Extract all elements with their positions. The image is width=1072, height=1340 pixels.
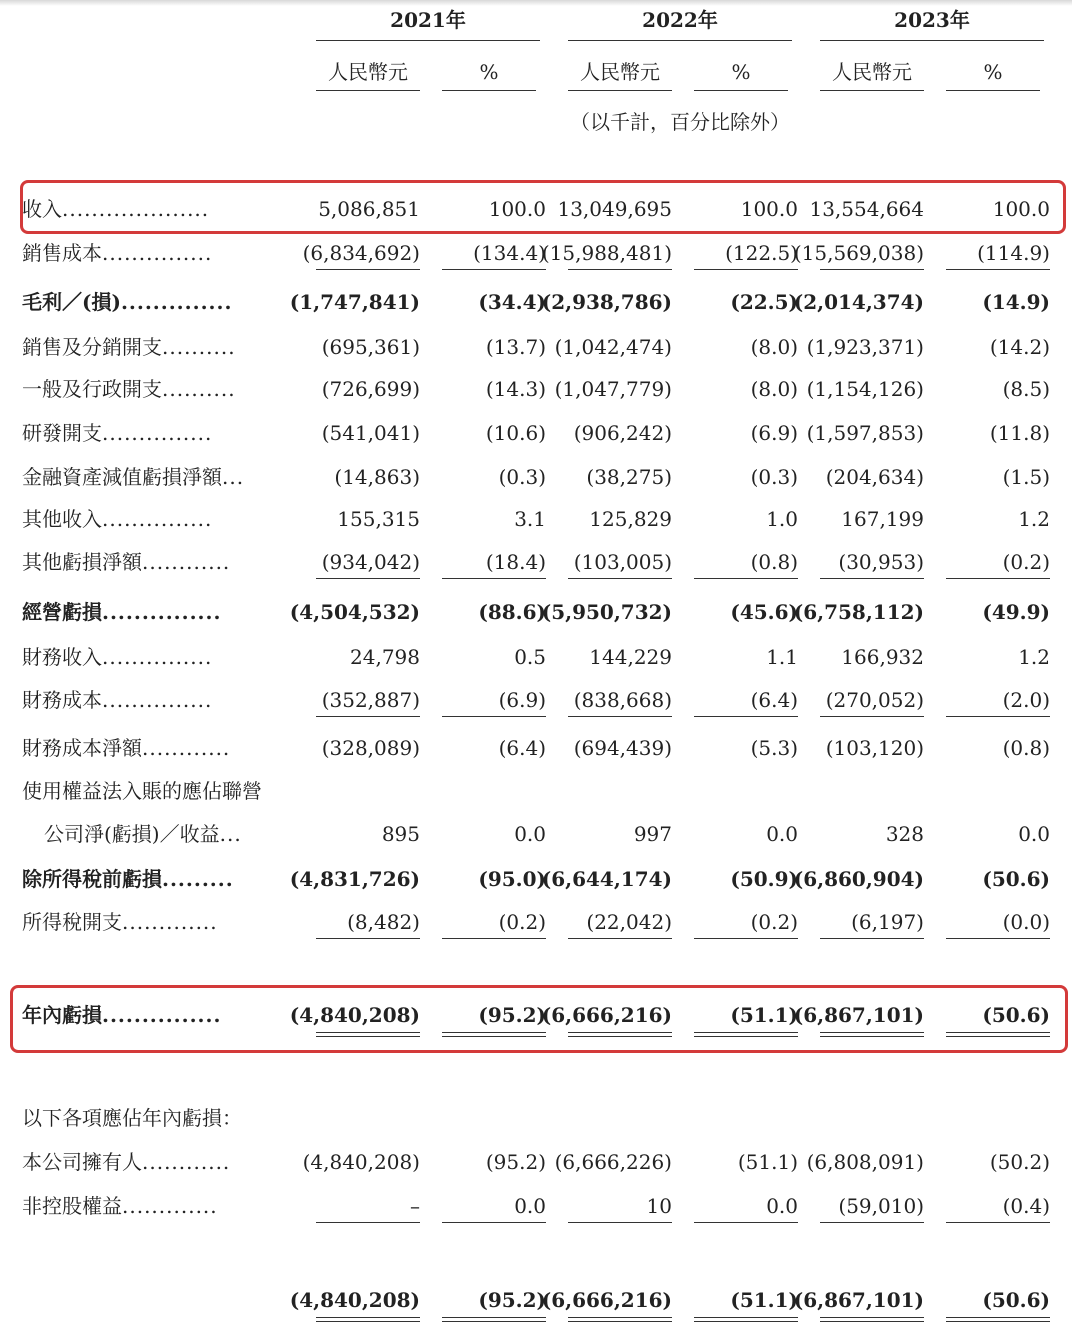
amount-cell: (1,597,853) (806, 421, 924, 445)
amount-cell: (59,010) (838, 1194, 924, 1218)
percent-cell: (51.1) (730, 1003, 798, 1027)
amount-cell: 125,829 (589, 507, 672, 531)
percent-cell: (0.3) (750, 465, 798, 489)
percent-cell: (134.4) (473, 241, 546, 265)
row-label-text: 財務成本淨額 (22, 736, 142, 760)
percent-cell: (50.6) (982, 867, 1050, 891)
dot-leader: ............... (102, 1003, 222, 1027)
dot-leader: ............... (102, 241, 213, 265)
amount-cell: (6,758,112) (793, 600, 924, 624)
amount-cell: (6,860,904) (793, 867, 924, 891)
subtotal-underline (820, 269, 924, 270)
subtotal-underline (442, 1222, 546, 1223)
percent-cell: (95.2) (485, 1150, 546, 1174)
amount-cell: (204,634) (825, 465, 924, 489)
currency-subheader: 人民幣元 (328, 60, 408, 84)
row-label-text: 使用權益法入賬的應佔聯營 (22, 779, 262, 803)
subheader-underline (946, 90, 1040, 91)
percent-cell: (34.4) (478, 290, 546, 314)
amount-cell: (4,840,208) (289, 1288, 420, 1312)
amount-cell: (15,569,038) (793, 241, 924, 265)
percent-cell: (8.0) (750, 335, 798, 359)
row-label-text: 其他虧損淨額 (22, 550, 142, 574)
percent-cell: (22.5) (730, 290, 798, 314)
dot-leader: ............... (102, 507, 213, 531)
amount-cell: 997 (633, 822, 672, 846)
percent-cell: (10.6) (485, 421, 546, 445)
dot-leader: .......... (162, 377, 236, 401)
amount-cell: (6,666,216) (541, 1288, 672, 1312)
subtotal-underline (820, 1222, 924, 1223)
percent-cell: (14.3) (485, 377, 546, 401)
total-double-underline (946, 1317, 1050, 1322)
amount-cell: (103,120) (825, 736, 924, 760)
top-edge-shadow (0, 0, 1072, 6)
percent-subheader: % (731, 60, 751, 84)
amount-cell: 5,086,851 (318, 197, 420, 221)
amount-cell: (6,644,174) (541, 867, 672, 891)
total-double-underline (694, 1317, 798, 1322)
row-label (22, 507, 212, 531)
percent-subheader: % (479, 60, 499, 84)
subtotal-underline (568, 578, 672, 579)
row-label (22, 688, 212, 712)
row-label (22, 645, 212, 669)
dot-leader: ......... (162, 867, 234, 891)
subheader-underline (316, 90, 420, 91)
percent-cell: (8.5) (1002, 377, 1050, 401)
percent-cell: (50.6) (982, 1003, 1050, 1027)
row-label (22, 335, 236, 359)
row-label-text: 金融資產減值虧損淨額 (22, 465, 222, 489)
row-label-text: 銷售成本 (22, 241, 102, 265)
amount-cell: (352,887) (321, 688, 420, 712)
row-label (22, 550, 230, 574)
percent-cell: 0.5 (514, 645, 546, 669)
amount-cell: (6,867,101) (793, 1003, 924, 1027)
percent-cell: (5.3) (750, 736, 798, 760)
subtotal-underline (316, 269, 420, 270)
subtotal-underline (820, 578, 924, 579)
percent-cell: (14.9) (982, 290, 1050, 314)
subtotal-underline (694, 938, 798, 939)
percent-cell: (0.2) (1002, 550, 1050, 574)
dot-leader: .................... (62, 197, 210, 221)
amount-cell: (14,863) (334, 465, 420, 489)
percent-cell: (45.6) (730, 600, 798, 624)
row-label-text: 除所得稅前虧損 (22, 867, 162, 891)
percent-cell: 1.2 (1018, 507, 1050, 531)
subtotal-underline (946, 938, 1050, 939)
dot-leader: ............... (102, 421, 213, 445)
subtotal-underline (316, 1222, 420, 1223)
dot-leader: ............... (102, 600, 222, 624)
unit-note: （以千計，百分比除外） (570, 110, 790, 134)
percent-cell: (0.2) (498, 910, 546, 934)
amount-cell: (1,747,841) (289, 290, 420, 314)
percent-cell: 1.1 (766, 645, 798, 669)
row-label (22, 779, 262, 803)
amount-cell: – (410, 1194, 420, 1218)
dot-leader: ............ (142, 736, 231, 760)
percent-cell: (0.0) (1002, 910, 1050, 934)
amount-cell: (38,275) (586, 465, 672, 489)
subtotal-underline (694, 578, 798, 579)
amount-cell: (906,242) (573, 421, 672, 445)
subtotal-underline (316, 716, 420, 717)
amount-cell: (1,047,779) (554, 377, 672, 401)
dot-leader: ... (219, 822, 242, 846)
amount-cell: (6,197) (851, 910, 924, 934)
dot-leader: .......... (162, 335, 236, 359)
percent-cell: 0.0 (514, 822, 546, 846)
subheader-underline (694, 90, 788, 91)
highlight-box-annual-loss (10, 985, 1068, 1053)
year-header-3: 2023年 (894, 8, 970, 32)
percent-cell: (50.6) (982, 1288, 1050, 1312)
amount-cell: (103,005) (573, 550, 672, 574)
row-label-text: 銷售及分銷開支 (22, 335, 162, 359)
percent-cell: (13.7) (485, 335, 546, 359)
total-double-underline (568, 1317, 672, 1322)
subheader-underline (820, 90, 924, 91)
percent-cell: 100.0 (992, 197, 1050, 221)
amount-cell: (6,666,216) (541, 1003, 672, 1027)
row-label (22, 241, 212, 265)
percent-cell: (6.9) (498, 688, 546, 712)
subtotal-underline (442, 269, 546, 270)
row-label (44, 822, 242, 846)
percent-cell: (6.4) (498, 736, 546, 760)
subheader-underline (568, 90, 672, 91)
subtotal-underline (946, 578, 1050, 579)
row-label-text: 經營虧損 (22, 600, 102, 624)
amount-cell: (695,361) (321, 335, 420, 359)
subtotal-underline (568, 1222, 672, 1223)
row-label-text: 公司淨(虧損)／收益 (44, 822, 220, 846)
amount-cell: (4,840,208) (302, 1150, 420, 1174)
percent-cell: (0.2) (750, 910, 798, 934)
currency-subheader: 人民幣元 (580, 60, 660, 84)
amount-cell: (5,950,732) (541, 600, 672, 624)
percent-cell: (95.2) (478, 1288, 546, 1312)
row-label (22, 1150, 230, 1174)
amount-cell: (6,666,226) (554, 1150, 672, 1174)
amount-cell: (6,834,692) (302, 241, 420, 265)
amount-cell: 328 (885, 822, 924, 846)
row-label-text: 本公司擁有人 (22, 1150, 142, 1174)
amount-cell: (6,867,101) (793, 1288, 924, 1312)
dot-leader: ............... (102, 645, 213, 669)
subtotal-underline (442, 578, 546, 579)
percent-cell: (0.8) (750, 550, 798, 574)
amount-cell: (15,988,481) (541, 241, 672, 265)
percent-cell: (11.8) (989, 421, 1050, 445)
amount-cell: (6,808,091) (806, 1150, 924, 1174)
amount-cell: (2,014,374) (793, 290, 924, 314)
year-header-1: 2021年 (390, 8, 466, 32)
subtotal-underline (946, 716, 1050, 717)
amount-cell: (726,699) (321, 377, 420, 401)
subtotal-underline (820, 938, 924, 939)
subtotal-underline (442, 938, 546, 939)
row-label (22, 1194, 218, 1218)
amount-cell: (8,482) (347, 910, 420, 934)
amount-cell: (541,041) (321, 421, 420, 445)
row-label-text: 非控股權益 (22, 1194, 122, 1218)
percent-cell: (8.0) (750, 377, 798, 401)
amount-cell: 167,199 (841, 507, 924, 531)
amount-cell: (838,668) (573, 688, 672, 712)
percent-cell: 3.1 (514, 507, 546, 531)
total-double-underline (316, 1317, 420, 1322)
amount-cell: (1,154,126) (806, 377, 924, 401)
subtotal-underline (316, 578, 420, 579)
highlight-box-revenue (20, 180, 1066, 234)
amount-cell: 13,049,695 (557, 197, 672, 221)
amount-cell: (694,439) (573, 736, 672, 760)
dot-leader: ............... (102, 688, 213, 712)
amount-cell: 24,798 (350, 645, 420, 669)
percent-cell: (0.8) (1002, 736, 1050, 760)
row-label-text: 其他收入 (22, 507, 102, 531)
percent-cell: (6.4) (750, 688, 798, 712)
year-header-2: 2022年 (642, 8, 718, 32)
percent-cell: 0.0 (514, 1194, 546, 1218)
amount-cell: (328,089) (321, 736, 420, 760)
subtotal-underline (946, 1222, 1050, 1223)
subtotal-underline (568, 269, 672, 270)
percent-subheader: % (983, 60, 1003, 84)
amount-cell: 166,932 (841, 645, 924, 669)
row-label-text: 研發開支 (22, 421, 102, 445)
total-double-underline (820, 1317, 924, 1322)
row-label (22, 867, 234, 891)
row-label (22, 377, 236, 401)
dot-leader: ............ (142, 550, 231, 574)
percent-cell: (1.5) (1002, 465, 1050, 489)
percent-cell: 1.2 (1018, 645, 1050, 669)
subtotal-underline (946, 269, 1050, 270)
amount-cell: (30,953) (838, 550, 924, 574)
row-label-text: 年內虧損 (22, 1003, 102, 1027)
percent-cell: (95.0) (478, 867, 546, 891)
percent-cell: (50.2) (989, 1150, 1050, 1174)
percent-cell: (50.9) (730, 867, 798, 891)
amount-cell: (22,042) (586, 910, 672, 934)
subtotal-underline (694, 716, 798, 717)
amount-cell: (934,042) (321, 550, 420, 574)
dot-leader: ............. (122, 910, 218, 934)
row-label (22, 910, 218, 934)
total-double-underline (442, 1317, 546, 1322)
row-label-text: 以下各項應佔年內虧損： (22, 1106, 242, 1130)
amount-cell: 144,229 (589, 645, 672, 669)
row-label-text: 所得稅開支 (22, 910, 122, 934)
row-label-text: 一般及行政開支 (22, 377, 162, 401)
percent-cell: (122.5) (725, 241, 798, 265)
amount-cell: (2,938,786) (541, 290, 672, 314)
subtotal-underline (568, 716, 672, 717)
percent-cell: 0.0 (1018, 822, 1050, 846)
amount-cell: (4,504,532) (289, 600, 420, 624)
amount-cell: (270,052) (825, 688, 924, 712)
row-label (22, 600, 221, 624)
dot-leader: ... (222, 465, 245, 489)
percent-cell: (2.0) (1002, 688, 1050, 712)
amount-cell: (1,923,371) (806, 335, 924, 359)
percent-cell: (51.1) (737, 1150, 798, 1174)
percent-cell: 0.0 (766, 1194, 798, 1218)
amount-cell: 10 (646, 1194, 672, 1218)
percent-cell: 0.0 (766, 822, 798, 846)
percent-cell: (51.1) (730, 1288, 798, 1312)
currency-subheader: 人民幣元 (832, 60, 912, 84)
percent-cell: 1.0 (766, 507, 798, 531)
row-label (22, 736, 230, 760)
amount-cell: 895 (381, 822, 420, 846)
percent-cell: (95.2) (478, 1003, 546, 1027)
percent-cell: (6.9) (750, 421, 798, 445)
subheader-underline (442, 90, 536, 91)
row-label (22, 421, 212, 445)
amount-cell: 13,554,664 (809, 197, 924, 221)
row-label-text: 收入 (22, 197, 62, 221)
row-label-text: 財務收入 (22, 645, 102, 669)
percent-cell: (49.9) (982, 600, 1050, 624)
percent-cell: 100.0 (740, 197, 798, 221)
percent-cell: (88.6) (478, 600, 546, 624)
year-underline (316, 40, 540, 41)
year-underline (568, 40, 792, 41)
percent-cell: (0.3) (498, 465, 546, 489)
row-label (22, 1106, 242, 1130)
percent-cell: (18.4) (485, 550, 546, 574)
subtotal-underline (568, 938, 672, 939)
amount-cell: (4,840,208) (289, 1003, 420, 1027)
amount-cell: 155,315 (337, 507, 420, 531)
row-label-text: 財務成本 (22, 688, 102, 712)
dot-leader: ............. (122, 1194, 218, 1218)
row-label (22, 290, 232, 314)
subtotal-underline (694, 1222, 798, 1223)
percent-cell: (14.2) (989, 335, 1050, 359)
subtotal-underline (820, 716, 924, 717)
percent-cell: (0.4) (1002, 1194, 1050, 1218)
amount-cell: (1,042,474) (554, 335, 672, 359)
row-label-text: 毛利／(損) (22, 290, 121, 314)
subtotal-underline (694, 269, 798, 270)
row-label (22, 465, 244, 489)
dot-leader: ............ (142, 1150, 231, 1174)
subtotal-underline (316, 938, 420, 939)
subtotal-underline (442, 716, 546, 717)
percent-cell: (114.9) (977, 241, 1050, 265)
dot-leader: .............. (120, 290, 233, 314)
year-underline (820, 40, 1044, 41)
amount-cell: (4,831,726) (289, 867, 420, 891)
percent-cell: 100.0 (488, 197, 546, 221)
